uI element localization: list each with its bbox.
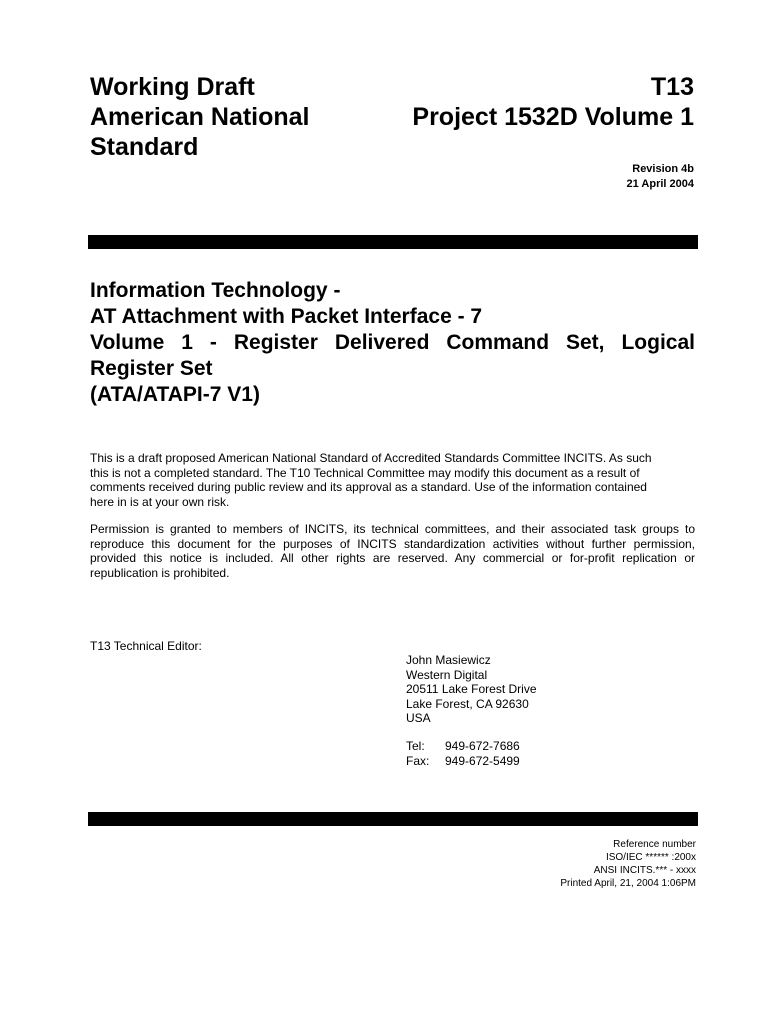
editor-name: John Masiewicz [406,653,491,667]
reference-line: Reference number [613,839,696,850]
editor-country: USA [406,711,431,726]
bottom-divider-bar [88,812,698,826]
top-divider-bar [88,235,698,249]
print-date: Printed April, 21, 2004 1:06PM [560,878,696,889]
draft-notice-paragraph [90,451,695,509]
telephone-label: Tel: [406,739,425,753]
revision-date: 21 April 2004 [626,178,694,190]
document-title [90,278,695,408]
title-line: Volume 1 - Register Delivered Command Set, Logical [90,331,695,354]
project-heading [412,72,694,132]
document-type-heading [90,72,310,162]
title-line: AT Attachment with Packet Interface - 7 [90,305,483,328]
fax-row [406,754,520,769]
revision-block [627,162,694,192]
editor-address [406,653,537,726]
revision-number: Revision 4b [632,163,694,175]
notice-line: comments received during public review and its approval as a standard. Use of the information contained [90,480,647,495]
telephone-number: 949-672-7686 [445,739,520,753]
reference-block [560,838,696,890]
notice-line: here in is at your own risk. [90,494,230,509]
fax-number: 949-672-5499 [445,753,520,768]
notice-line: this is not a completed standard. The T10 Technical Committee may modify this document as a result of [90,465,640,480]
editor-company: Western Digital [406,667,488,682]
document-type-line: Standard [90,133,199,161]
editor-contact [406,739,520,768]
notice-line: This is a draft proposed American National Standard of Accredited Standards Committee INCITS. As such [90,451,652,465]
telephone-row [406,739,520,754]
reference-line: ISO/IEC ****** :200x [605,852,696,863]
editor-city: Lake Forest, CA 92630 [406,696,529,711]
title-line: Register Set [90,357,213,380]
document-type-line: Working Draft [90,73,255,101]
reference-line: ANSI INCITS.*** - xxxx [593,865,696,876]
document-type-line: American National [90,103,310,131]
editor-street: 20511 Lake Forest Drive [406,682,537,697]
title-line: Information Technology - [90,279,341,302]
fax-label: Fax: [406,753,430,768]
permission-paragraph: Permission is granted to members of INCITS, its technical committees, and their associated task groups to reproduce this document for the purposes of INCITS standardization activities without further permission, provided this notice is included. All other rights are reserved. Any commercial or for-profit replication or republication is prohibited. [90,522,695,580]
committee-name: T13 [650,73,694,101]
technical-editor-label: T13 Technical Editor: [90,639,202,653]
title-line: (ATA/ATAPI-7 V1) [90,383,260,406]
project-number: Project 1532D Volume 1 [412,103,694,131]
